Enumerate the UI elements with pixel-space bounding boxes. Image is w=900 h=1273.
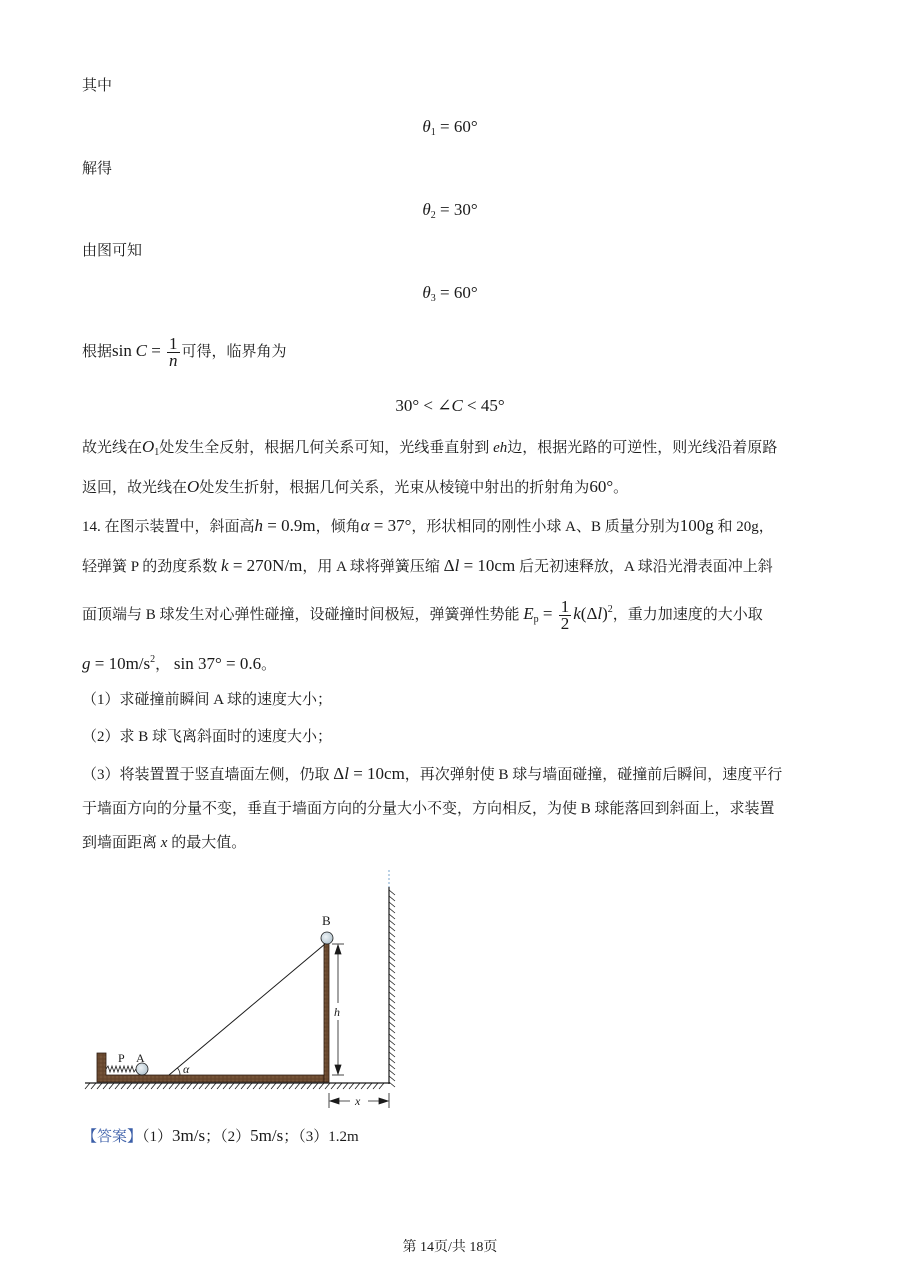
wall-hatch-mark [389, 1016, 395, 1021]
ground-hatch-mark [193, 1083, 198, 1089]
value: 20g [736, 519, 759, 535]
var-eh: eh [493, 440, 508, 456]
var-l: l [597, 604, 603, 623]
ineq-left: 30° < ∠ [395, 396, 452, 415]
theta-rhs: = 60° [439, 283, 478, 302]
solution-text-2: 解得 [82, 161, 113, 177]
answer-value-2: 5m/s [250, 1126, 284, 1145]
wall-hatch-mark [389, 1052, 395, 1057]
ineq-right: < 45° [462, 396, 505, 415]
solution-text-1: 其中 [82, 78, 113, 94]
ground-hatch-mark [373, 1083, 378, 1089]
ground-hatch-mark [355, 1083, 360, 1089]
text: 轻弹簧 P 的劲度系数 [82, 559, 218, 575]
value: 60° [589, 477, 614, 496]
wall-hatch-mark [389, 944, 395, 949]
ground-hatch-mark [223, 1083, 228, 1089]
exponent: 2 [607, 604, 613, 615]
sin-func: sin [112, 341, 132, 360]
equals: = [538, 604, 557, 623]
text: （3）将装置置于竖直墙面左侧，仍取 [82, 767, 330, 783]
answer-label: （3） [298, 1129, 329, 1145]
theta-sub: 2 [430, 210, 436, 221]
text: 的最大值。 [171, 835, 247, 851]
wall-hatch-mark [389, 1010, 395, 1015]
answer-tag: 【答案】 [82, 1129, 143, 1145]
theta-var: θ [422, 283, 431, 302]
ground-hatch-mark [241, 1083, 246, 1089]
exponent: 2 [150, 654, 156, 665]
sub-question-3-line-2: 于墙面方向的分量不变，垂直于墙面方向的分量大小不变，方向相反，为使 B 球能落回到斜面上，求装置 [82, 801, 775, 817]
ground-hatch-mark [211, 1083, 216, 1089]
var-O: O [142, 437, 155, 456]
ground-hatch-mark [181, 1083, 186, 1089]
wall-hatch-mark [389, 1082, 395, 1087]
wall [389, 870, 395, 1087]
ground-hatch-mark [133, 1083, 138, 1089]
ground-hatch-mark [145, 1083, 150, 1089]
wall-hatch-mark [389, 920, 395, 925]
value: = 10cm [459, 556, 516, 575]
var-E: E [523, 604, 534, 623]
value: = 270N/m [228, 556, 303, 575]
denominator: n [169, 351, 178, 371]
var-g: g [82, 654, 91, 673]
text: 。 [613, 480, 629, 496]
ground-hatch-mark [229, 1083, 234, 1089]
wall-hatch-mark [389, 1070, 395, 1075]
sub: p [533, 614, 539, 625]
page-number: 第 14页/共 18页 [402, 1240, 498, 1255]
sub: 1 [154, 447, 160, 458]
theta-rhs: = 30° [439, 200, 478, 219]
equals: = [146, 341, 166, 360]
ground-hatch-mark [163, 1083, 168, 1089]
ground-hatch-mark [121, 1083, 126, 1089]
text: 处发生全反射，根据几何关系可知，光线垂直射到 [159, 440, 490, 456]
sub-question-1: （1）求碰撞前瞬间 A 球的速度大小； [82, 692, 333, 708]
wall-hatch-mark [389, 1034, 395, 1039]
separator: ； [205, 1129, 221, 1145]
ground-hatch-mark [331, 1083, 336, 1089]
theta-rhs: = 60° [439, 117, 478, 136]
var-x: x [160, 835, 168, 851]
var-k: k [573, 604, 581, 623]
ground-hatch-mark [217, 1083, 222, 1089]
answer-line [82, 1126, 359, 1147]
ground-hatch-mark [109, 1083, 114, 1089]
wall-hatch-mark [389, 986, 395, 991]
incline-line [169, 944, 325, 1075]
value: sin 37° = 0.6 [173, 654, 262, 673]
var-O: O [187, 477, 200, 496]
label-B: B [322, 913, 331, 928]
ground-hatch-mark [205, 1083, 210, 1089]
theta-var: θ [422, 117, 431, 136]
text: 返回，故光线在 [82, 480, 188, 496]
wall-hatch-mark [389, 956, 395, 961]
wall-hatch-mark [389, 968, 395, 973]
ground-hatch-mark [343, 1083, 348, 1089]
label-A: A [136, 1051, 145, 1065]
label-P: P [118, 1051, 125, 1065]
spring-P [106, 1066, 136, 1072]
wall-hatch-mark [389, 974, 395, 979]
ground-hatch-mark [319, 1083, 324, 1089]
wall-hatch-mark [389, 980, 395, 985]
ground-hatch-mark [253, 1083, 258, 1089]
wall-hatch-mark [389, 1058, 395, 1063]
var-k: k [221, 556, 229, 575]
var-h: h [254, 516, 264, 535]
answer-label: （2） [220, 1129, 251, 1145]
text: 。 [261, 657, 277, 673]
ground-hatch-mark [151, 1083, 156, 1089]
ground-hatch-mark [265, 1083, 270, 1089]
ground-hatch-mark [187, 1083, 192, 1089]
text: ，用 A 球将弹簧压缩 [302, 559, 440, 575]
ground-hatch-mark [349, 1083, 354, 1089]
var-l: l [454, 556, 460, 575]
value: 100g [679, 516, 714, 535]
numerator: 1 [560, 597, 570, 617]
ground-hatch-mark [97, 1083, 102, 1089]
ground-hatch-mark [235, 1083, 240, 1089]
ground-hatch-mark [199, 1083, 204, 1089]
wall-hatch-mark [389, 932, 395, 937]
text: ，再次弹射使 B 球与墙面碰撞，碰撞前后瞬间，速度平行 [404, 767, 783, 783]
answer-value-1: 3m/s [172, 1126, 206, 1145]
text: ，重力加速度的大小取 [612, 607, 763, 623]
text: 和 [717, 519, 733, 535]
wall-hatch-mark [389, 902, 395, 907]
wall-hatch-mark [389, 890, 395, 895]
alpha-arc [178, 1068, 181, 1075]
label-x: x [355, 1094, 361, 1108]
ground-hatch-mark [127, 1083, 132, 1089]
ground-hatch-mark [301, 1083, 306, 1089]
value: = 10m/s [90, 654, 151, 673]
label-alpha: α [183, 1062, 190, 1076]
wall-hatch-mark [389, 1028, 395, 1033]
text: 处发生折射，根据几何关系，光束从棱镜中射出的折射角为 [199, 480, 590, 496]
wall-hatch-mark [389, 908, 395, 913]
var-C: C [135, 341, 147, 360]
wall-hatch-mark [389, 950, 395, 955]
wall-hatch-mark [389, 938, 395, 943]
ground-hatch-mark [289, 1083, 294, 1089]
numerator: 1 [169, 334, 178, 354]
var-l: l [344, 764, 349, 783]
ground-hatch-mark [85, 1083, 90, 1089]
ground [85, 1083, 390, 1089]
text: 在图示装置中，斜面高 [104, 519, 255, 535]
sub-question-2: （2）求 B 球飞离斜面时的速度大小； [82, 729, 333, 745]
text: 可得，临界角为 [181, 344, 287, 360]
ground-hatch-mark [157, 1083, 162, 1089]
theta-var: θ [422, 200, 431, 219]
answer-label: （1） [142, 1129, 173, 1145]
ground-hatch-mark [307, 1083, 312, 1089]
ground-hatch-mark [139, 1083, 144, 1089]
denominator: 2 [560, 614, 570, 634]
delta: Δ [333, 764, 345, 783]
wall-hatch-mark [389, 962, 395, 967]
wall-hatch-mark [389, 1022, 395, 1027]
wall-hatch-mark [389, 1040, 395, 1045]
base-slab [97, 1053, 324, 1082]
ground-hatch-mark [277, 1083, 282, 1089]
paren-open: (Δ [580, 604, 598, 623]
ground-hatch-mark [169, 1083, 174, 1089]
wall-hatch-mark [389, 1064, 395, 1069]
wall-hatch-mark [389, 992, 395, 997]
text: 根据 [82, 344, 113, 360]
ground-hatch-mark [247, 1083, 252, 1089]
var-alpha: α [360, 516, 370, 535]
text: ，倾角 [315, 519, 361, 535]
solution-text-3: 由图可知 [82, 243, 143, 259]
paren-close: ) [602, 604, 608, 623]
text: ， [155, 657, 171, 673]
answer-value-3: 1.2m [328, 1129, 359, 1145]
ground-hatch-mark [115, 1083, 120, 1089]
ground-hatch-mark [271, 1083, 276, 1089]
separator: ； [283, 1129, 299, 1145]
text: 故光线在 [82, 440, 143, 456]
wall-hatch-mark [389, 998, 395, 1003]
ground-hatch-mark [313, 1083, 318, 1089]
text: 后无初速释放，A 球沿光滑表面冲上斜 [518, 559, 773, 575]
ground-hatch-mark [259, 1083, 264, 1089]
wall-hatch-mark [389, 914, 395, 919]
text: ， [758, 519, 774, 535]
text: ，形状相同的刚性小球 A、B 质量分别为 [411, 519, 680, 535]
wall-hatch-mark [389, 1076, 395, 1081]
wall-hatch-mark [389, 1046, 395, 1051]
question-number: 14. [82, 519, 101, 535]
value: = 0.9m [263, 516, 316, 535]
theta-sub: 1 [430, 127, 436, 138]
value: = 10cm [348, 764, 405, 783]
ground-hatch-mark [283, 1083, 288, 1089]
text: 边，根据光路的可逆性，则光线沿着原路 [507, 440, 778, 456]
ground-hatch-mark [295, 1083, 300, 1089]
wall-hatch-mark [389, 896, 395, 901]
ground-hatch-mark [361, 1083, 366, 1089]
wall-hatch-mark [389, 926, 395, 931]
ground-hatch-mark [337, 1083, 342, 1089]
theta-sub: 3 [430, 293, 436, 304]
ground-hatch-mark [175, 1083, 180, 1089]
wall-hatch-mark [389, 1004, 395, 1009]
var-C: C [451, 396, 463, 415]
ground-hatch-mark [379, 1083, 384, 1089]
ground-hatch-mark [367, 1083, 372, 1089]
text: 到墙面距离 [82, 835, 158, 851]
ground-hatch-mark [325, 1083, 330, 1089]
ball-B [321, 932, 333, 944]
label-h: h [334, 1005, 340, 1019]
delta: Δ [443, 556, 455, 575]
ground-hatch-mark [103, 1083, 108, 1089]
incline-post [324, 943, 329, 1082]
text: 面顶端与 B 球发生对心弹性碰撞，设碰撞时间极短，弹簧弹性势能 [82, 607, 520, 623]
value: = 37° [369, 516, 412, 535]
ground-hatch-mark [91, 1083, 96, 1089]
